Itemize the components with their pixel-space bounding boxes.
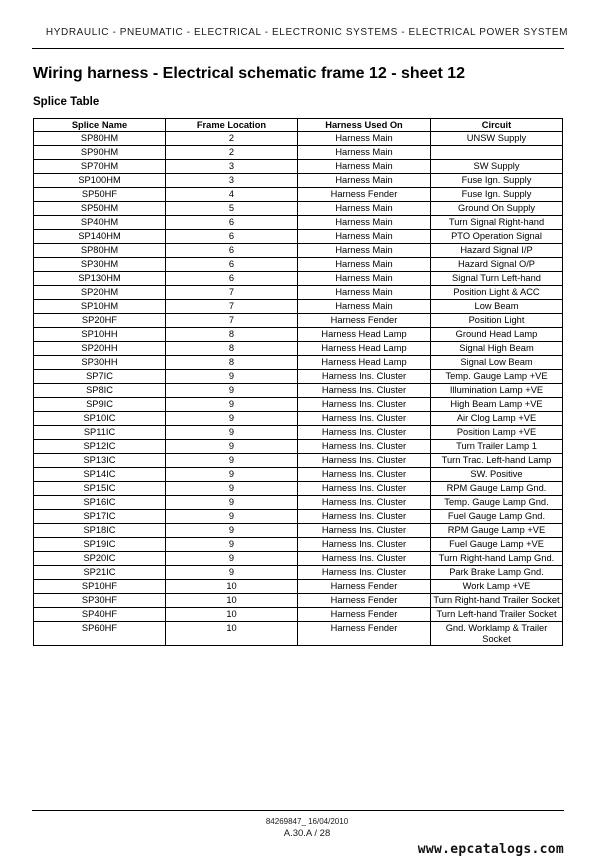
cell-splice-name: SP50HF bbox=[34, 188, 166, 202]
cell-circuit: Position Light bbox=[431, 314, 563, 328]
table-row bbox=[34, 580, 563, 594]
cell-circuit: Turn Trac. Left-hand Lamp bbox=[431, 454, 563, 468]
table-row bbox=[34, 440, 563, 454]
cell-harness-used-on: Harness Ins. Cluster bbox=[298, 412, 431, 426]
table-row bbox=[34, 426, 563, 440]
column-header-frame-location: Frame Location bbox=[166, 119, 298, 132]
cell-frame-location: 2 bbox=[166, 132, 298, 146]
cell-frame-location: 2 bbox=[166, 146, 298, 160]
table-row bbox=[34, 286, 563, 300]
cell-harness-used-on: Harness Fender bbox=[298, 314, 431, 328]
running-header: HYDRAULIC - PNEUMATIC - ELECTRICAL - ELECTRONIC SYSTEMS - ELECTRICAL POWER SYSTEM bbox=[45, 27, 569, 38]
cell-frame-location: 9 bbox=[166, 496, 298, 510]
cell-frame-location: 10 bbox=[166, 608, 298, 622]
cell-splice-name: SP10HM bbox=[34, 300, 166, 314]
table-header-row bbox=[34, 119, 563, 132]
cell-harness-used-on: Harness Main bbox=[298, 230, 431, 244]
cell-splice-name: SP20HM bbox=[34, 286, 166, 300]
cell-splice-name: SP21IC bbox=[34, 566, 166, 580]
cell-circuit: Fuel Gauge Lamp Gnd. bbox=[431, 510, 563, 524]
cell-circuit: Signal High Beam bbox=[431, 342, 563, 356]
splice-table-body bbox=[34, 132, 563, 646]
cell-splice-name: SP10IC bbox=[34, 412, 166, 426]
cell-frame-location: 9 bbox=[166, 412, 298, 426]
cell-harness-used-on: Harness Ins. Cluster bbox=[298, 552, 431, 566]
cell-harness-used-on: Harness Fender bbox=[298, 580, 431, 594]
cell-circuit: Turn Right-hand Trailer Socket bbox=[431, 594, 563, 608]
cell-frame-location: 10 bbox=[166, 622, 298, 646]
cell-harness-used-on: Harness Head Lamp bbox=[298, 356, 431, 370]
table-row bbox=[34, 216, 563, 230]
cell-circuit: Air Clog Lamp +VE bbox=[431, 412, 563, 426]
table-row bbox=[34, 188, 563, 202]
table-row bbox=[34, 174, 563, 188]
table-row bbox=[34, 300, 563, 314]
footer-rule bbox=[32, 810, 564, 811]
cell-circuit: Temp. Gauge Lamp +VE bbox=[431, 370, 563, 384]
cell-frame-location: 9 bbox=[166, 370, 298, 384]
cell-harness-used-on: Harness Main bbox=[298, 258, 431, 272]
cell-splice-name: SP14IC bbox=[34, 468, 166, 482]
cell-harness-used-on: Harness Main bbox=[298, 132, 431, 146]
table-row bbox=[34, 524, 563, 538]
table-row bbox=[34, 622, 563, 646]
cell-splice-name: SP30HM bbox=[34, 258, 166, 272]
table-row bbox=[34, 594, 563, 608]
cell-splice-name: SP10HH bbox=[34, 328, 166, 342]
cell-splice-name: SP80HM bbox=[34, 244, 166, 258]
cell-harness-used-on: Harness Ins. Cluster bbox=[298, 510, 431, 524]
cell-frame-location: 6 bbox=[166, 244, 298, 258]
cell-harness-used-on: Harness Main bbox=[298, 300, 431, 314]
splice-table bbox=[33, 118, 563, 646]
table-row bbox=[34, 398, 563, 412]
cell-harness-used-on: Harness Main bbox=[298, 244, 431, 258]
cell-circuit: Park Brake Lamp Gnd. bbox=[431, 566, 563, 580]
cell-circuit: Position Light & ACC bbox=[431, 286, 563, 300]
table-row bbox=[34, 356, 563, 370]
cell-frame-location: 9 bbox=[166, 482, 298, 496]
cell-circuit: Work Lamp +VE bbox=[431, 580, 563, 594]
cell-circuit: UNSW Supply bbox=[431, 132, 563, 146]
table-row bbox=[34, 566, 563, 580]
cell-splice-name: SP40HF bbox=[34, 608, 166, 622]
table-row bbox=[34, 496, 563, 510]
cell-splice-name: SP80HM bbox=[34, 132, 166, 146]
cell-frame-location: 8 bbox=[166, 342, 298, 356]
cell-splice-name: SP15IC bbox=[34, 482, 166, 496]
cell-circuit: RPM Gauge Lamp +VE bbox=[431, 524, 563, 538]
footer-document-reference: 84269847_ 16/04/2010 bbox=[265, 817, 349, 826]
cell-splice-name: SP30HH bbox=[34, 356, 166, 370]
cell-splice-name: SP40HM bbox=[34, 216, 166, 230]
cell-harness-used-on: Harness Main bbox=[298, 174, 431, 188]
cell-harness-used-on: Harness Ins. Cluster bbox=[298, 398, 431, 412]
cell-splice-name: SP20HF bbox=[34, 314, 166, 328]
table-row bbox=[34, 160, 563, 174]
cell-splice-name: SP60HF bbox=[34, 622, 166, 646]
cell-harness-used-on: Harness Main bbox=[298, 146, 431, 160]
table-row bbox=[34, 272, 563, 286]
cell-splice-name: SP130HM bbox=[34, 272, 166, 286]
cell-circuit: Hazard Signal O/P bbox=[431, 258, 563, 272]
table-row bbox=[34, 552, 563, 566]
cell-harness-used-on: Harness Fender bbox=[298, 622, 431, 646]
cell-circuit: Illumination Lamp +VE bbox=[431, 384, 563, 398]
cell-splice-name: SP10HF bbox=[34, 580, 166, 594]
cell-harness-used-on: Harness Ins. Cluster bbox=[298, 454, 431, 468]
cell-circuit: Temp. Gauge Lamp Gnd. bbox=[431, 496, 563, 510]
cell-circuit: Signal Low Beam bbox=[431, 356, 563, 370]
table-row bbox=[34, 482, 563, 496]
cell-splice-name: SP30HF bbox=[34, 594, 166, 608]
cell-splice-name: SP13IC bbox=[34, 454, 166, 468]
cell-harness-used-on: Harness Ins. Cluster bbox=[298, 496, 431, 510]
cell-splice-name: SP7IC bbox=[34, 370, 166, 384]
cell-splice-name: SP100HM bbox=[34, 174, 166, 188]
cell-frame-location: 10 bbox=[166, 580, 298, 594]
cell-circuit: High Beam Lamp +VE bbox=[431, 398, 563, 412]
cell-splice-name: SP19IC bbox=[34, 538, 166, 552]
cell-splice-name: SP16IC bbox=[34, 496, 166, 510]
cell-frame-location: 9 bbox=[166, 510, 298, 524]
cell-splice-name: SP8IC bbox=[34, 384, 166, 398]
cell-frame-location: 9 bbox=[166, 468, 298, 482]
cell-harness-used-on: Harness Ins. Cluster bbox=[298, 426, 431, 440]
cell-splice-name: SP12IC bbox=[34, 440, 166, 454]
page-title: Wiring harness - Electrical schematic frame 12 - sheet 12 bbox=[33, 65, 466, 82]
table-row bbox=[34, 384, 563, 398]
cell-splice-name: SP11IC bbox=[34, 426, 166, 440]
cell-frame-location: 9 bbox=[166, 552, 298, 566]
cell-circuit: Ground Head Lamp bbox=[431, 328, 563, 342]
cell-harness-used-on: Harness Fender bbox=[298, 594, 431, 608]
table-row bbox=[34, 230, 563, 244]
cell-splice-name: SP140HM bbox=[34, 230, 166, 244]
cell-harness-used-on: Harness Fender bbox=[298, 188, 431, 202]
cell-harness-used-on: Harness Ins. Cluster bbox=[298, 440, 431, 454]
cell-circuit: Turn Right-hand Lamp Gnd. bbox=[431, 552, 563, 566]
cell-frame-location: 9 bbox=[166, 566, 298, 580]
cell-circuit: Low Beam bbox=[431, 300, 563, 314]
cell-harness-used-on: Harness Ins. Cluster bbox=[298, 482, 431, 496]
cell-frame-location: 7 bbox=[166, 314, 298, 328]
cell-harness-used-on: Harness Ins. Cluster bbox=[298, 538, 431, 552]
cell-frame-location: 9 bbox=[166, 426, 298, 440]
cell-circuit: Turn Left-hand Trailer Socket bbox=[431, 608, 563, 622]
cell-splice-name: SP18IC bbox=[34, 524, 166, 538]
cell-splice-name: SP50HM bbox=[34, 202, 166, 216]
table-row bbox=[34, 244, 563, 258]
column-header-circuit: Circuit bbox=[431, 119, 563, 132]
cell-frame-location: 7 bbox=[166, 300, 298, 314]
cell-harness-used-on: Harness Ins. Cluster bbox=[298, 384, 431, 398]
cell-frame-location: 8 bbox=[166, 328, 298, 342]
cell-frame-location: 6 bbox=[166, 272, 298, 286]
table-row bbox=[34, 510, 563, 524]
cell-harness-used-on: Harness Main bbox=[298, 216, 431, 230]
cell-circuit: RPM Gauge Lamp Gnd. bbox=[431, 482, 563, 496]
cell-circuit: SW. Positive bbox=[431, 468, 563, 482]
cell-circuit: Gnd. Worklamp & Trailer Socket bbox=[431, 622, 563, 646]
cell-circuit: Fuse Ign. Supply bbox=[431, 188, 563, 202]
cell-frame-location: 9 bbox=[166, 538, 298, 552]
table-row bbox=[34, 468, 563, 482]
table-row bbox=[34, 132, 563, 146]
cell-harness-used-on: Harness Main bbox=[298, 286, 431, 300]
table-row bbox=[34, 314, 563, 328]
cell-circuit: PTO Operation Signal bbox=[431, 230, 563, 244]
cell-harness-used-on: Harness Ins. Cluster bbox=[298, 524, 431, 538]
table-row bbox=[34, 454, 563, 468]
table-row bbox=[34, 412, 563, 426]
cell-frame-location: 9 bbox=[166, 384, 298, 398]
cell-frame-location: 9 bbox=[166, 398, 298, 412]
section-title: Splice Table bbox=[33, 96, 100, 108]
cell-circuit: Turn Trailer Lamp 1 bbox=[431, 440, 563, 454]
table-row bbox=[34, 538, 563, 552]
cell-circuit bbox=[431, 146, 563, 160]
cell-circuit: Signal Turn Left-hand bbox=[431, 272, 563, 286]
table-row bbox=[34, 370, 563, 384]
cell-splice-name: SP20IC bbox=[34, 552, 166, 566]
header-rule bbox=[32, 48, 564, 49]
cell-circuit: Ground On Supply bbox=[431, 202, 563, 216]
cell-splice-name: SP17IC bbox=[34, 510, 166, 524]
cell-harness-used-on: Harness Ins. Cluster bbox=[298, 370, 431, 384]
cell-frame-location: 7 bbox=[166, 286, 298, 300]
cell-splice-name: SP70HM bbox=[34, 160, 166, 174]
cell-splice-name: SP20HH bbox=[34, 342, 166, 356]
cell-frame-location: 9 bbox=[166, 454, 298, 468]
cell-frame-location: 9 bbox=[166, 524, 298, 538]
cell-splice-name: SP9IC bbox=[34, 398, 166, 412]
cell-frame-location: 3 bbox=[166, 160, 298, 174]
cell-circuit: SW Supply bbox=[431, 160, 563, 174]
cell-splice-name: SP90HM bbox=[34, 146, 166, 160]
cell-circuit: Fuse Ign. Supply bbox=[431, 174, 563, 188]
cell-harness-used-on: Harness Main bbox=[298, 160, 431, 174]
column-header-harness-used-on: Harness Used On bbox=[298, 119, 431, 132]
cell-harness-used-on: Harness Ins. Cluster bbox=[298, 566, 431, 580]
cell-circuit: Position Lamp +VE bbox=[431, 426, 563, 440]
cell-frame-location: 6 bbox=[166, 258, 298, 272]
footer-page-reference: A.30.A / 28 bbox=[283, 828, 331, 839]
table-row bbox=[34, 258, 563, 272]
cell-frame-location: 3 bbox=[166, 174, 298, 188]
cell-frame-location: 6 bbox=[166, 216, 298, 230]
cell-frame-location: 9 bbox=[166, 440, 298, 454]
cell-circuit: Turn Signal Right-hand bbox=[431, 216, 563, 230]
cell-circuit: Fuel Gauge Lamp +VE bbox=[431, 538, 563, 552]
table-row bbox=[34, 328, 563, 342]
cell-frame-location: 5 bbox=[166, 202, 298, 216]
table-row bbox=[34, 342, 563, 356]
cell-harness-used-on: Harness Fender bbox=[298, 608, 431, 622]
cell-harness-used-on: Harness Head Lamp bbox=[298, 342, 431, 356]
cell-harness-used-on: Harness Head Lamp bbox=[298, 328, 431, 342]
cell-frame-location: 10 bbox=[166, 594, 298, 608]
table-row bbox=[34, 608, 563, 622]
column-header-splice-name: Splice Name bbox=[34, 119, 166, 132]
cell-frame-location: 6 bbox=[166, 230, 298, 244]
cell-frame-location: 8 bbox=[166, 356, 298, 370]
table-row bbox=[34, 202, 563, 216]
cell-frame-location: 4 bbox=[166, 188, 298, 202]
watermark: www.epcatalogs.com bbox=[417, 842, 564, 857]
cell-harness-used-on: Harness Ins. Cluster bbox=[298, 468, 431, 482]
table-row bbox=[34, 146, 563, 160]
cell-harness-used-on: Harness Main bbox=[298, 202, 431, 216]
cell-harness-used-on: Harness Main bbox=[298, 272, 431, 286]
cell-circuit: Hazard Signal I/P bbox=[431, 244, 563, 258]
